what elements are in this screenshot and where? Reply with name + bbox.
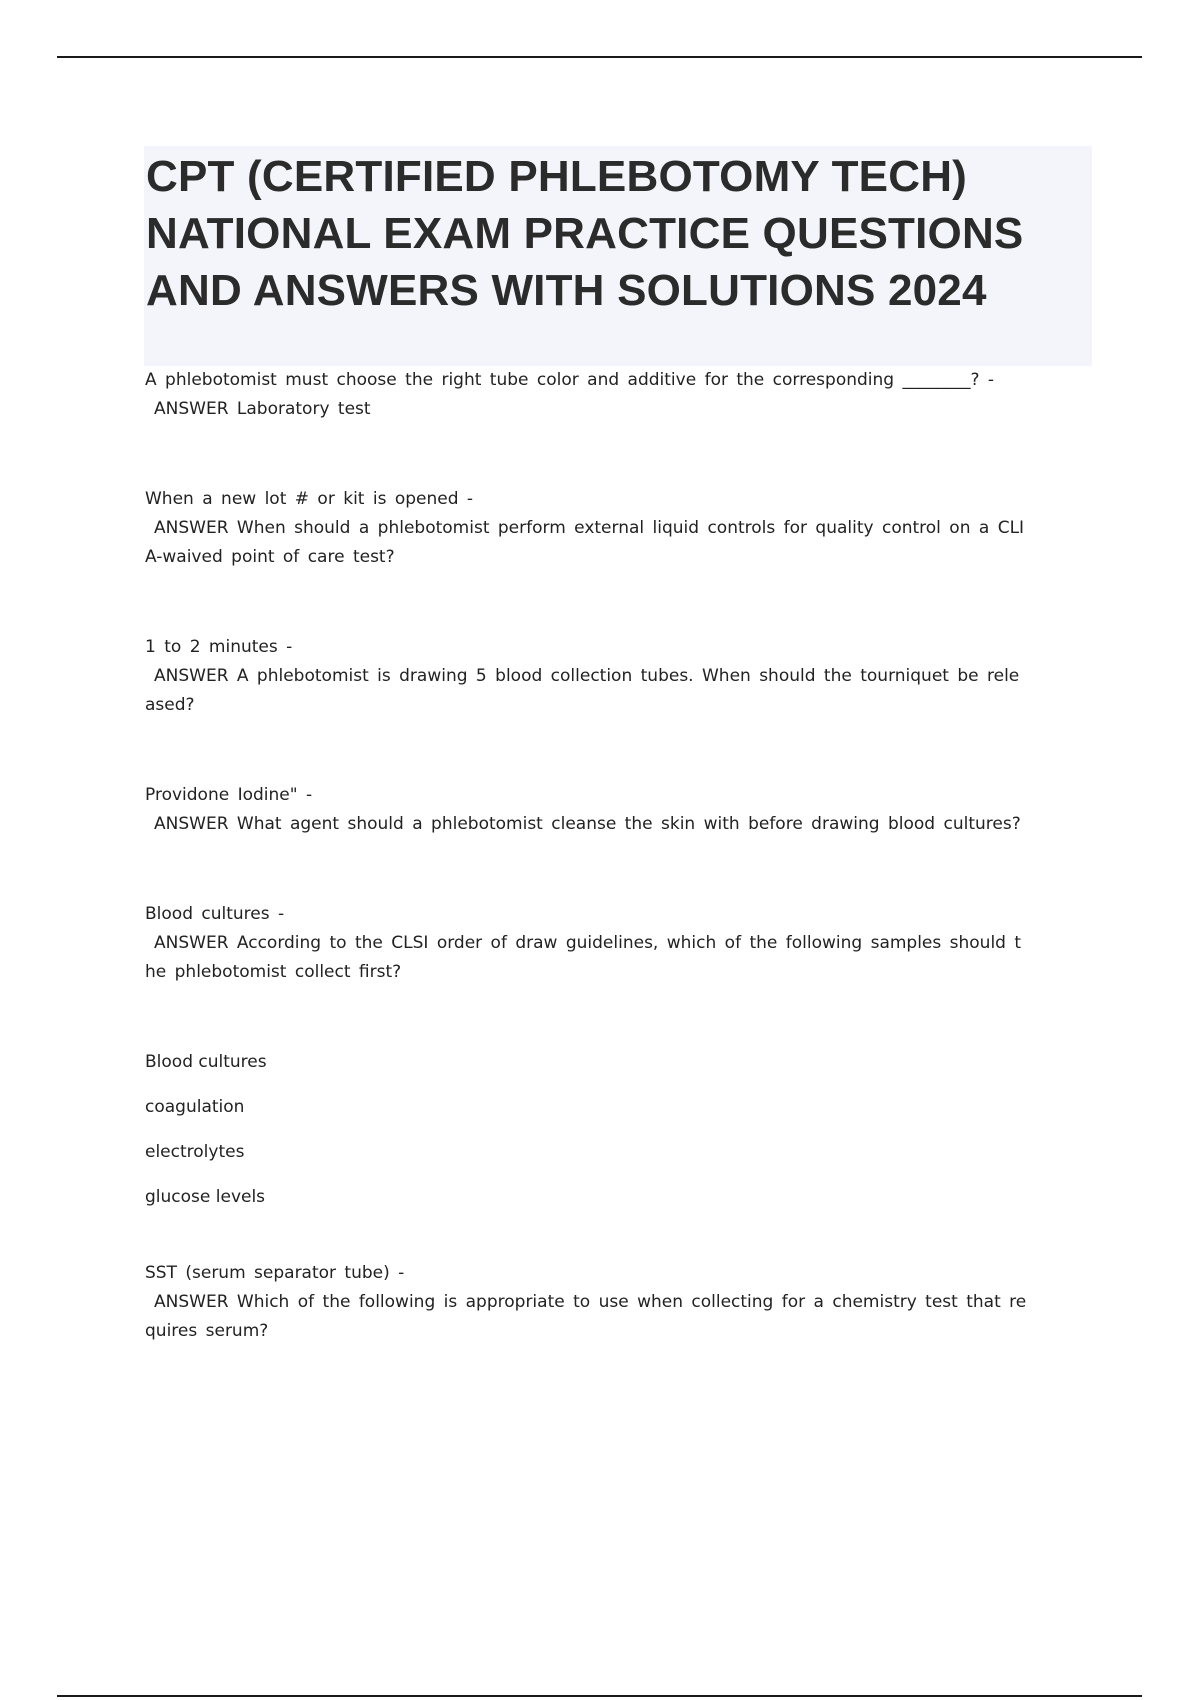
qa-entry [145, 366, 1090, 424]
qa-answer: ANSWER Laboratory test [154, 399, 371, 419]
qa-entry [145, 633, 1090, 720]
qa-entry [145, 781, 1090, 839]
qa-answer-continued: he phlebotomist collect first? [145, 962, 402, 982]
qa-entry [145, 900, 1090, 987]
document-title: CPT (CERTIFIED PHLEBOTOMY TECH) NATIONAL EXAM PRACTICE QUESTIONS AND ANSWERS WITH SOLUTIONS 2024 [146, 152, 1024, 315]
qa-answer: ANSWER Which of the following is appropriate to use when collecting for a chemistry test that re [154, 1292, 1027, 1312]
qa-answer-continued: ased? [145, 695, 195, 715]
qa-answer: ANSWER What agent should a phlebotomist cleanse the skin with before drawing blood cultures? [154, 814, 1021, 834]
qa-answer-continued: quires serum? [145, 1321, 269, 1341]
qa-question: 1 to 2 minutes - [145, 637, 293, 657]
qa-question: SST (serum separator tube) - [145, 1263, 405, 1283]
qa-answer: ANSWER When should a phlebotomist perform external liquid controls for quality control on a CLI [154, 518, 1025, 538]
top-rule [57, 56, 1142, 58]
qa-answer-continued: A-waived point of care test? [145, 547, 395, 567]
option-item: coagulation [145, 1097, 245, 1117]
bottom-rule [57, 1695, 1142, 1697]
title-block [144, 146, 1092, 366]
qa-entry [145, 485, 1090, 572]
qa-answer: ANSWER A phlebotomist is drawing 5 blood collection tubes. When should the tourniquet be rele [154, 666, 1020, 686]
option-item: glucose levels [145, 1187, 266, 1207]
option-item: Blood cultures [145, 1052, 267, 1072]
qa-question: A phlebotomist must choose the right tube color and additive for the corresponding ________? - [145, 370, 995, 390]
answer-options-list [145, 1048, 1090, 1212]
qa-content [145, 366, 1090, 1346]
qa-question: Blood cultures - [145, 904, 285, 924]
qa-question: Providone Iodine" - [145, 785, 313, 805]
qa-question: When a new lot # or kit is opened - [145, 489, 474, 509]
qa-answer: ANSWER According to the CLSI order of draw guidelines, which of the following samples should t [154, 933, 1022, 953]
option-item: electrolytes [145, 1142, 245, 1162]
qa-entry [145, 1259, 1090, 1346]
